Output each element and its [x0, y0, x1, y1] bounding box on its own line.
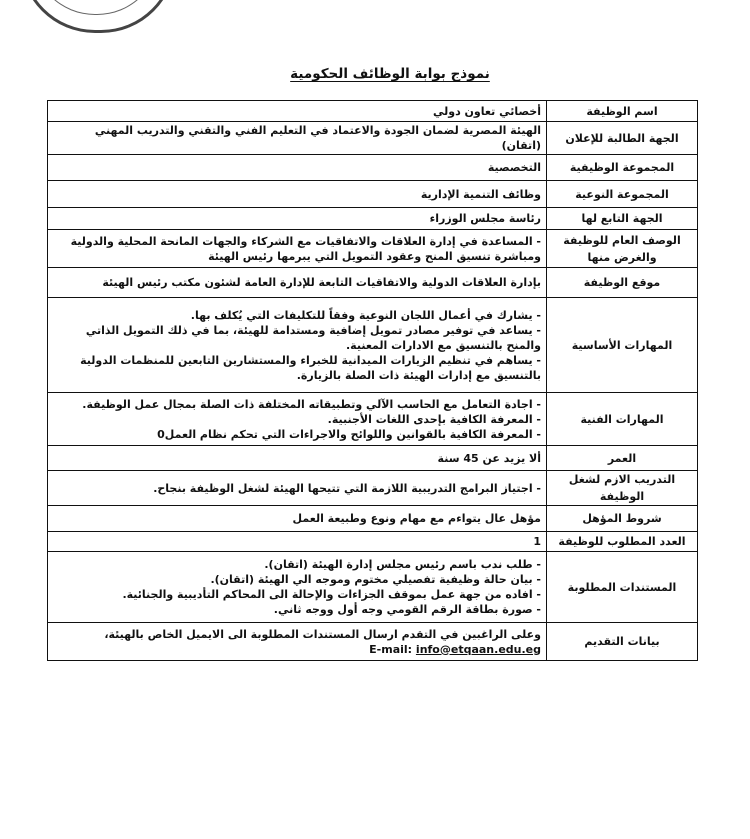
table-row [48, 506, 698, 532]
row-label-job-name: اسم الوظيفة [547, 101, 698, 122]
table-row [48, 623, 698, 661]
email-line [53, 642, 541, 657]
row-value-job-group: التخصصية [48, 155, 547, 181]
row-value-job-name: أخصائي تعاون دولي [48, 101, 547, 122]
row-label-basic-skills: المهارات الأساسية [547, 298, 698, 393]
list-item: - طلب ندب باسم رئيس مجلس إدارة الهيئة (اتقان). [264, 558, 541, 571]
email-label: E-mail: [369, 642, 413, 656]
row-value-application-info [48, 623, 547, 661]
row-label-technical-skills: المهارات الفنية [547, 393, 698, 446]
row-value-basic-skills [48, 298, 547, 393]
email-link[interactable]: info@etqaan.edu.eg [415, 642, 541, 656]
table-row [48, 208, 698, 230]
list-item: - يشارك في أعمال اللجان النوعية وفقاً للتكليفات التي يُكلف بها. [190, 308, 541, 322]
table-row [48, 155, 698, 181]
list-item: - يساهم في تنظيم الزيارات الميدانية للخبراء والمستشارين التابعين للمنظمات الدولية بالتنسيق مع إدارات الهيئة ذات الصلة بالزيارة. [80, 353, 541, 382]
row-label-required-training: التدريب الازم لشغل الوظيفة [547, 471, 698, 506]
row-label-required-documents: المستندات المطلوبة [547, 552, 698, 623]
row-value-technical-skills [48, 393, 547, 446]
row-value-required-count: 1 [48, 532, 547, 552]
table-row [48, 268, 698, 298]
row-label-job-location: موقع الوظيفة [547, 268, 698, 298]
list-item: - اجادة التعامل مع الحاسب الآلي وتطبيقاته المختلفة ذات الصلة بمجال عمل الوظيفة. [82, 397, 541, 411]
table-row [48, 230, 698, 268]
table-row [48, 532, 698, 552]
list-item: - المعرفة الكافية بالقوانين واللوائح والاجراءات التي تحكم نظام العمل0 [157, 427, 541, 441]
row-value-requesting-body: الهيئة المصرية لضمان الجودة والاعتماد في التعليم الفني والتقني والتدريب المهني (اتقان) [48, 122, 547, 155]
row-value-affiliated-body: رئاسة مجلس الوزراء [48, 208, 547, 230]
list-item: - يساعد في توفير مصادر تمويل إضافية ومستدامة للهيئة، بما في ذلك التمويل الذاتي والمنح بالتنسيق مع الادارات المعنية. [85, 323, 541, 352]
row-value-qualification: مؤهل عال يتواءم مع مهام ونوع وطبيعة العمل [48, 506, 547, 532]
table-row [48, 298, 698, 393]
row-label-job-description: الوصف العام للوظيفة والغرض منها [547, 230, 698, 268]
job-form-table [47, 100, 698, 661]
row-label-affiliated-body: الجهة التابع لها [547, 208, 698, 230]
row-label-qualitative-group: المجموعة النوعية [547, 181, 698, 208]
page-title: نموذج بوابة الوظائف الحكومية [290, 66, 490, 82]
row-label-age: العمر [547, 446, 698, 471]
row-value-qualitative-group: وظائف التنمية الإدارية [48, 181, 547, 208]
table-row [48, 446, 698, 471]
organization-seal [20, 0, 176, 33]
list-item: - افاده من جهة عمل بموقف الجزاءات والإحالة الى المحاكم التأديبية والجنائية. [122, 588, 541, 601]
row-value-required-documents [48, 552, 547, 623]
row-label-application-info: بيانات التقديم [547, 623, 698, 661]
row-value-age: ألا يزيد عن 45 سنة [48, 446, 547, 471]
row-label-job-group: المجموعة الوظيفية [547, 155, 698, 181]
table-row [48, 101, 698, 122]
row-value-job-description: - المساعدة في إدارة العلاقات والاتفاقيات مع الشركاء والجهات المانحة المحلية والدولية ومباشرة تنسيق المنح وعقود التمويل التي يبرمها رئيس الهيئة [48, 230, 547, 268]
row-label-requesting-body: الجهة الطالبة للإعلان [547, 122, 698, 155]
application-instructions: وعلى الراغبين في التقدم ارسال المستندات المطلوبة الى الايميل الخاص بالهيئة، [104, 627, 541, 641]
row-value-job-location: بإدارة العلاقات الدولية والاتفاقيات التابعة للإدارة العامة لشئون مكتب رئيس الهيئة [48, 268, 547, 298]
table-row [48, 181, 698, 208]
list-item: - المعرفة الكافية بإحدى اللغات الأجنبية. [327, 412, 541, 426]
table-row [48, 471, 698, 506]
table-row [48, 393, 698, 446]
seal-inner-ring [32, 0, 160, 15]
row-label-qualification: شروط المؤهل [547, 506, 698, 532]
table-row [48, 552, 698, 623]
row-label-required-count: العدد المطلوب للوظيفة [547, 532, 698, 552]
list-item: - بيان حالة وظيفية تفصيلي مختوم وموجه الي الهيئة (اتقان). [210, 573, 541, 586]
row-value-required-training: - اجتياز البرامج التدريبية اللازمة التي تتيحها الهيئة لشغل الوظيفة بنجاح. [48, 471, 547, 506]
table-row [48, 122, 698, 155]
list-item: - صورة بطاقة الرقم القومي وجه أول ووجه ثاني. [273, 603, 541, 616]
